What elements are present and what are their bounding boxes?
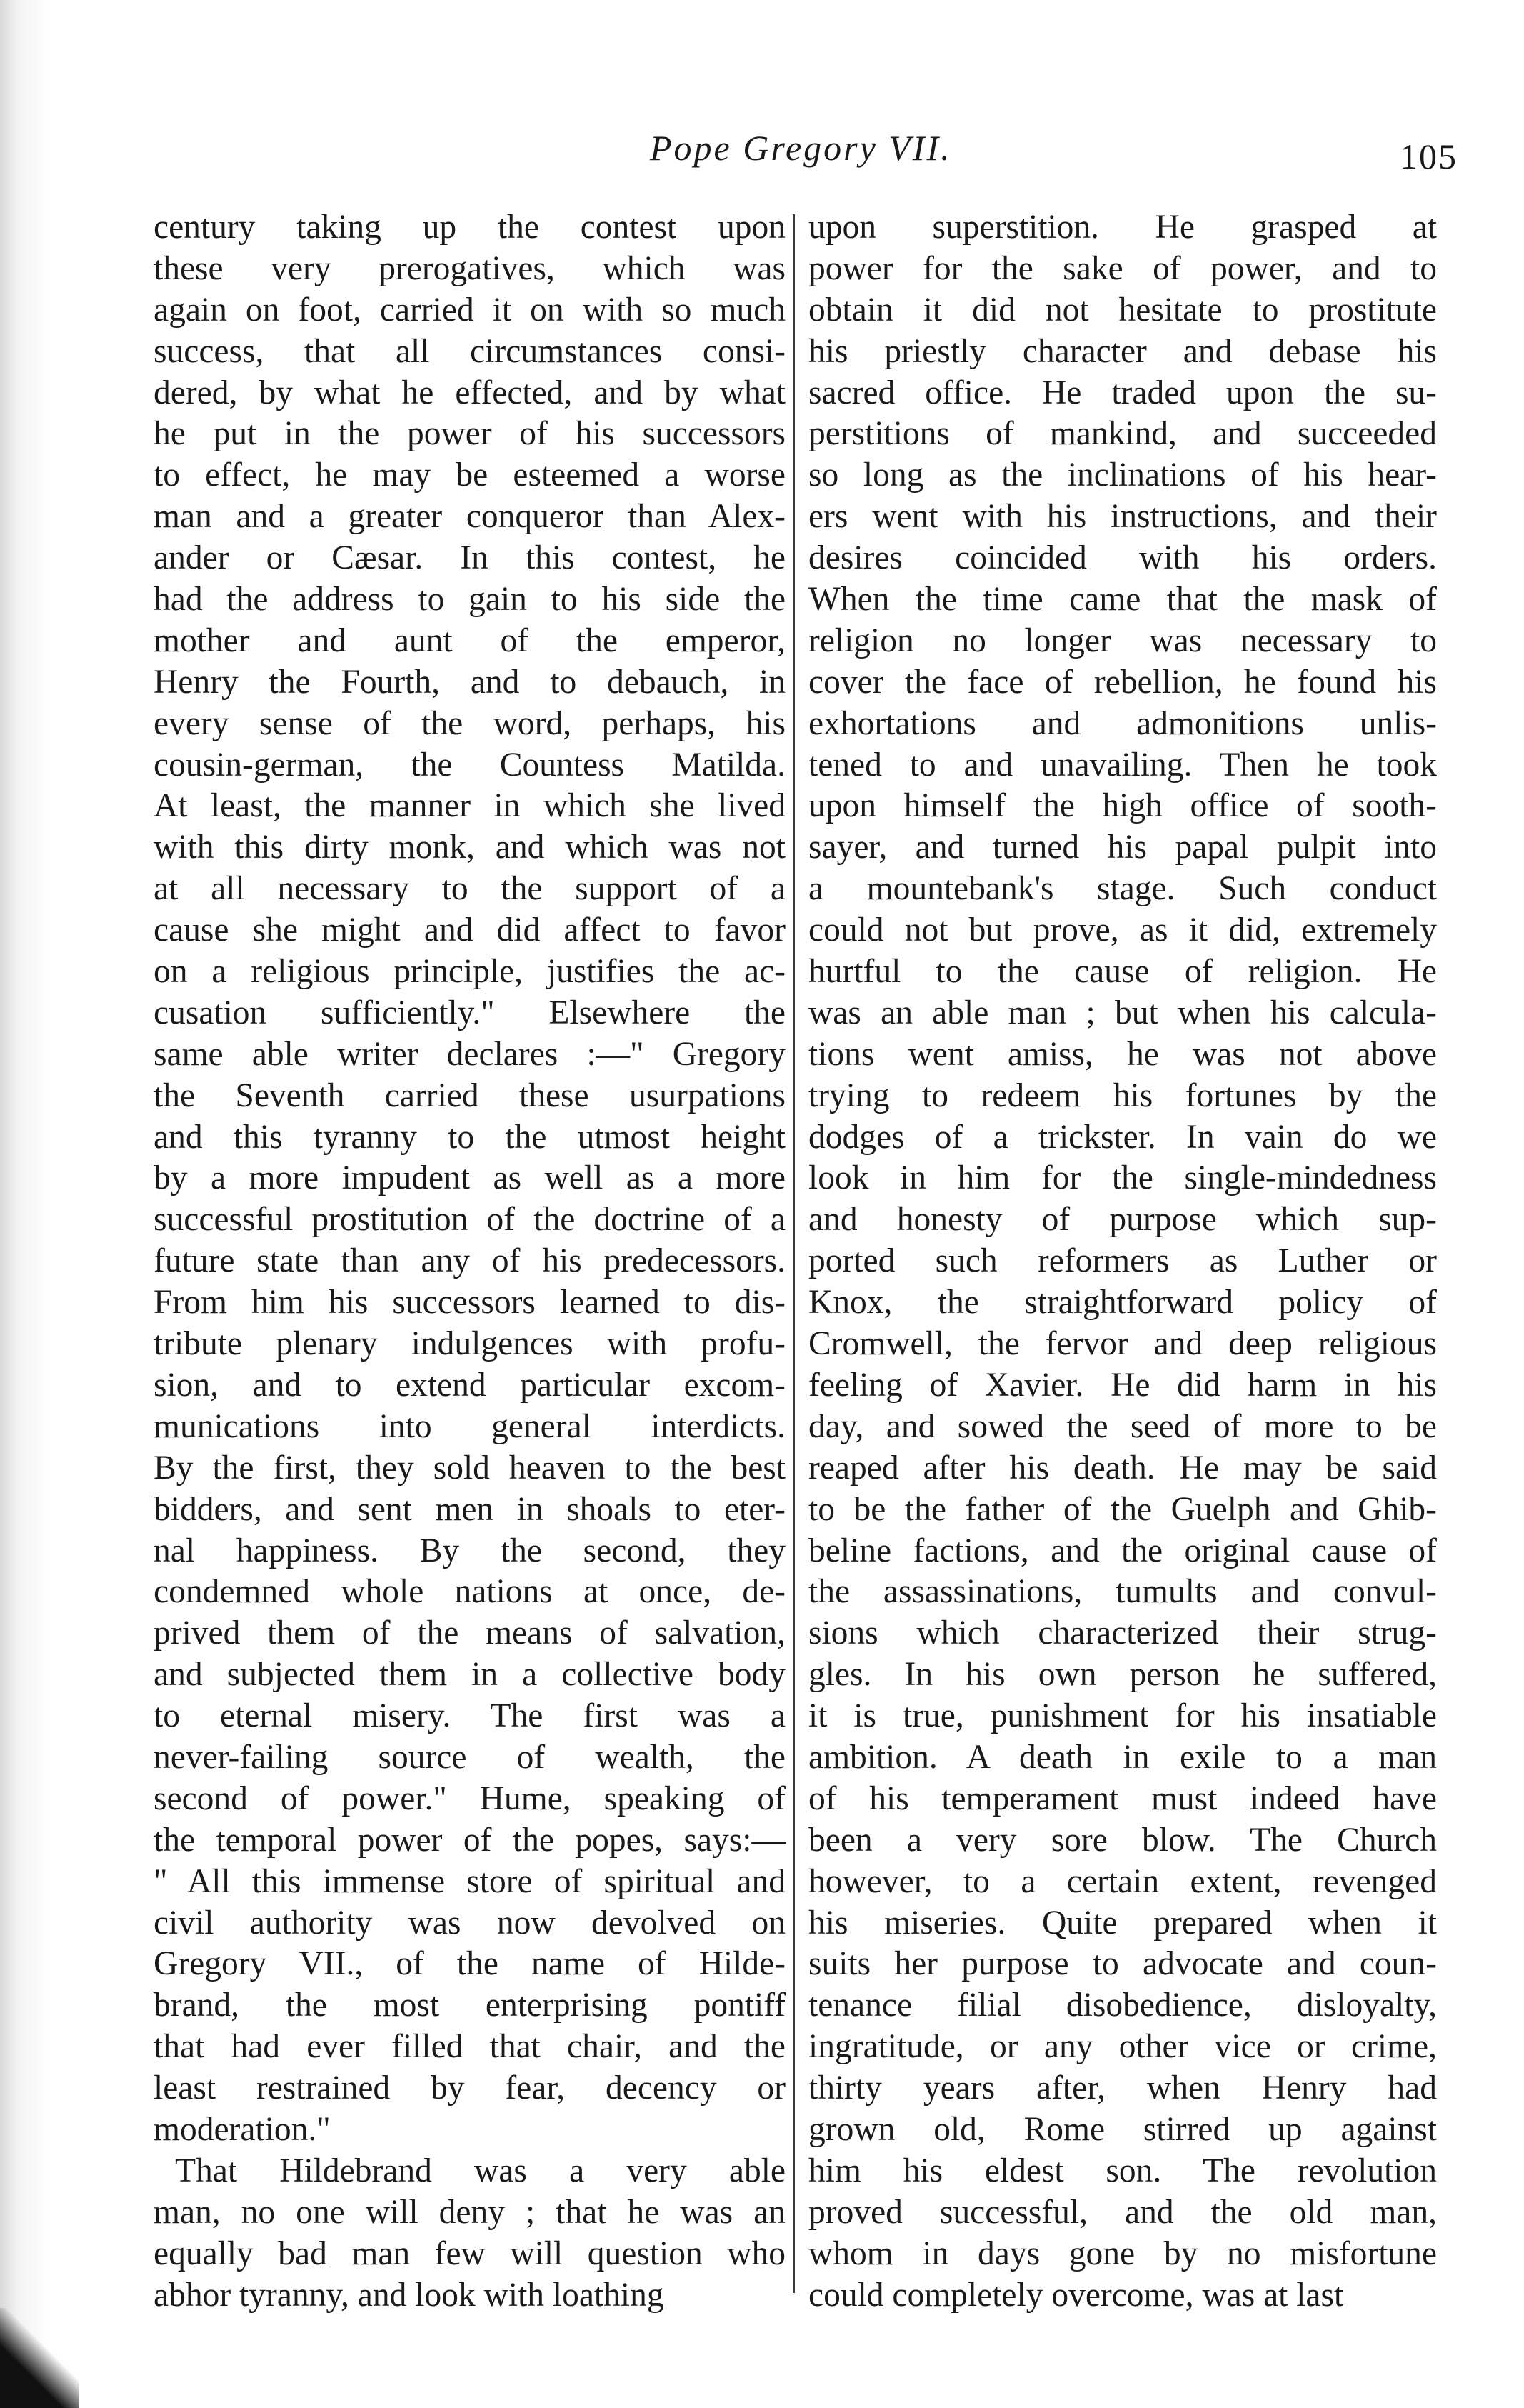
text-line: man and a greater conqueror than Alex- — [154, 498, 786, 536]
text-line: however, to a certain extent, revenged — [808, 1862, 1437, 1900]
text-line: tions went amiss, he was not above — [808, 1035, 1437, 1073]
text-line: sion, and to extend particular excom- — [154, 1366, 786, 1404]
text-line: tened to and unavailing. Then he took — [808, 746, 1437, 784]
text-line: that had ever filled that chair, and the — [154, 2028, 786, 2066]
text-line: same able writer declares :—" Gregory — [154, 1035, 786, 1073]
text-line: sacred office. He traded upon the su- — [808, 374, 1437, 411]
text-line: so long as the inclinations of his hear- — [808, 456, 1437, 494]
text-line: tribute plenary indulgences with profu- — [154, 1325, 786, 1363]
text-line: beline factions, and the original cause of — [808, 1532, 1437, 1569]
text-line: upon superstition. He grasped at — [808, 209, 1437, 246]
text-line: cause she might and did affect to favor — [154, 911, 786, 949]
text-line: reaped after his death. He may be said — [808, 1449, 1437, 1487]
text-line: success, that all circumstances consi- — [154, 332, 786, 370]
text-line: hurtful to the cause of religion. He — [808, 953, 1437, 991]
text-line: tenance filial disobedience, disloyalty, — [808, 1987, 1437, 2024]
text-line: with this dirty monk, and which was not — [154, 829, 786, 866]
text-line: dered, by what he effected, and by what — [154, 374, 786, 411]
text-line: sayer, and turned his papal pulpit into — [808, 829, 1437, 866]
text-line: perstitions of mankind, and succeeded — [808, 415, 1437, 453]
text-line: been a very sore blow. The Church — [808, 1821, 1437, 1859]
text-line: at all necessary to the support of a — [154, 870, 786, 908]
text-line: had the address to gain to his side the — [154, 581, 786, 619]
text-line: obtain it did not hesitate to prostitute — [808, 291, 1437, 329]
text-line: cusation sufficiently." Elsewhere the — [154, 994, 786, 1031]
text-line: Henry the Fourth, and to debauch, in — [154, 663, 786, 701]
text-line: day, and sowed the seed of more to be — [808, 1407, 1437, 1445]
text-line: him his eldest son. The revolution — [808, 2152, 1437, 2189]
text-line: was an able man ; but when his calcula- — [808, 994, 1437, 1031]
text-line: Cromwell, the fervor and deep religious — [808, 1325, 1437, 1363]
text-line: a mountebank's stage. Such conduct — [808, 870, 1437, 908]
text-line: exhortations and admonitions unlis- — [808, 704, 1437, 742]
text-line: moderation." — [154, 2110, 331, 2148]
text-line: man, no one will deny ; that he was an — [154, 2193, 786, 2231]
text-line: could completely overcome, was at last — [808, 2276, 1344, 2314]
text-line: ported such reformers as Luther or — [808, 1242, 1437, 1280]
text-line: condemned whole nations at once, de- — [154, 1573, 786, 1611]
text-line: nal happiness. By the second, they — [154, 1532, 786, 1569]
text-line: ander or Cæsar. In this contest, he — [154, 539, 786, 577]
text-line: sions which characterized their strug- — [808, 1614, 1437, 1652]
text-line: proved successful, and the old man, — [808, 2193, 1437, 2231]
text-line: whom in days gone by no misfortune — [808, 2234, 1437, 2272]
text-line: religion no longer was necessary to — [808, 621, 1437, 659]
text-line: power for the sake of power, and to — [808, 249, 1437, 287]
column-divider — [793, 214, 795, 2293]
text-line: to effect, he may be esteemed a worse — [154, 456, 786, 494]
text-line: civil authority was now devolved on — [154, 1904, 786, 1942]
text-line: trying to redeem his fortunes by the — [808, 1076, 1437, 1114]
text-line: abhor tyranny, and look with loathing — [154, 2276, 664, 2314]
text-line: upon himself the high office of sooth- — [808, 787, 1437, 825]
text-line: cousin-german, the Countess Matilda. — [154, 746, 786, 784]
text-line: feeling of Xavier. He did harm in his — [808, 1366, 1437, 1404]
text-line: century taking up the contest upon — [154, 209, 786, 246]
text-line: and honesty of purpose which sup- — [808, 1201, 1437, 1239]
text-line: every sense of the word, perhaps, his — [154, 704, 786, 742]
corner-scan-artifact — [0, 2308, 79, 2408]
text-line: Knox, the straightforward policy of — [808, 1284, 1437, 1322]
text-line: of his temperament must indeed have — [808, 1779, 1437, 1817]
text-line: cover the face of rebellion, he found his — [808, 663, 1437, 701]
text-line: thirty years after, when Henry had — [808, 2069, 1437, 2107]
text-line: brand, the most enterprising pontiff — [154, 1987, 786, 2024]
text-line: never-failing source of wealth, the — [154, 1738, 786, 1776]
text-line: to eternal misery. The first was a — [154, 1697, 786, 1735]
text-line: and subjected them in a collective body — [154, 1656, 786, 1694]
text-line: by a more impudent as well as a more — [154, 1159, 786, 1197]
text-line: When the time came that the mask of — [808, 581, 1437, 619]
text-line: That Hildebrand was a very able — [175, 2152, 786, 2189]
text-line: he put in the power of his successors — [154, 415, 786, 453]
text-line: again on foot, carried it on with so much — [154, 291, 786, 329]
text-line: equally bad man few will question who — [154, 2234, 786, 2272]
text-line: second of power." Hume, speaking of — [154, 1779, 786, 1817]
text-line: munications into general interdicts. — [154, 1407, 786, 1445]
text-line: his priestly character and debase his — [808, 332, 1437, 370]
text-line: ers went with his instructions, and their — [808, 498, 1437, 536]
text-line: and this tyranny to the utmost height — [154, 1118, 786, 1156]
text-line: it is true, punishment for his insatiable — [808, 1697, 1437, 1735]
text-line: least restrained by fear, decency or — [154, 2069, 786, 2107]
text-line: At least, the manner in which she lived — [154, 787, 786, 825]
text-line: his miseries. Quite prepared when it — [808, 1904, 1437, 1942]
text-line: mother and aunt of the emperor, — [154, 621, 786, 659]
text-line: By the first, they sold heaven to the best — [154, 1449, 786, 1487]
text-line: ambition. A death in exile to a man — [808, 1738, 1437, 1776]
running-title: Pope Gregory VII. — [650, 128, 952, 168]
page-spine-shadow — [0, 0, 50, 2408]
text-line: prived them of the means of salvation, — [154, 1614, 786, 1652]
text-line: these very prerogatives, which was — [154, 249, 786, 287]
text-line: the Seventh carried these usurpations — [154, 1076, 786, 1114]
text-line: suits her purpose to advocate and coun- — [808, 1945, 1437, 1983]
text-line: the temporal power of the popes, says:— — [154, 1821, 786, 1859]
text-line: bidders, and sent men in shoals to eter- — [154, 1490, 786, 1528]
left-text-column — [154, 207, 786, 2316]
text-line: dodges of a trickster. In vain do we — [808, 1118, 1437, 1156]
text-line: desires coincided with his orders. — [808, 539, 1437, 577]
text-line: look in him for the single-mindedness — [808, 1159, 1437, 1197]
text-line: From him his successors learned to dis- — [154, 1284, 786, 1322]
text-line: ingratitude, or any other vice or crime, — [808, 2028, 1437, 2066]
text-line: on a religious principle, justifies the ac- — [154, 953, 786, 991]
right-text-column — [808, 207, 1437, 2316]
text-line: gles. In his own person he suffered, — [808, 1656, 1437, 1694]
text-line: future state than any of his predecessors. — [154, 1242, 786, 1280]
text-line: successful prostitution of the doctrine of a — [154, 1201, 786, 1239]
text-line: the assassinations, tumults and convul- — [808, 1573, 1437, 1611]
text-line: Gregory VII., of the name of Hilde- — [154, 1945, 786, 1983]
text-line: to be the father of the Guelph and Ghib- — [808, 1490, 1437, 1528]
text-line: grown old, Rome stirred up against — [808, 2110, 1437, 2148]
text-line: " All this immense store of spiritual and — [154, 1862, 786, 1900]
text-line: could not but prove, as it did, extremely — [808, 911, 1437, 949]
page-number: 105 — [1400, 136, 1458, 176]
